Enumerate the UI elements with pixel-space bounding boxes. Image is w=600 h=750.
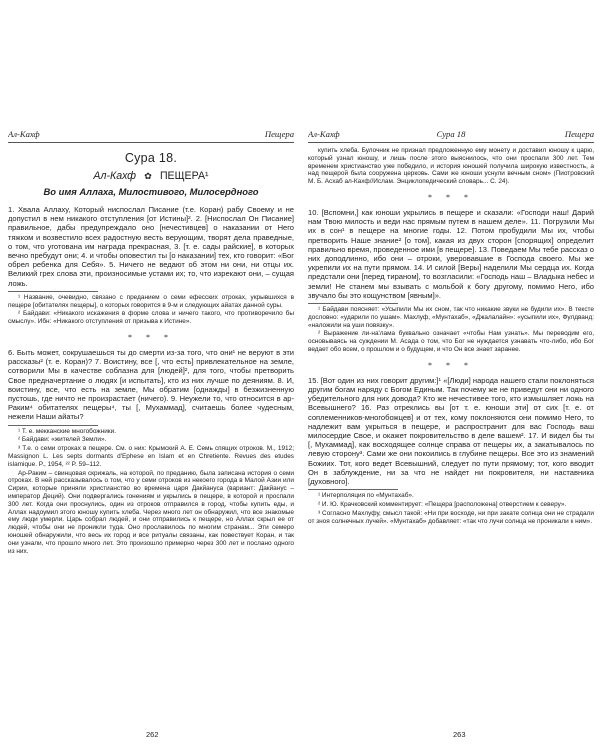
invocation: Во имя Аллаха, Милостивого, Милосердного xyxy=(43,186,259,197)
footnote: ² Байдави: «жителей Земли». xyxy=(18,436,107,444)
left-page xyxy=(8,128,294,728)
running-head xyxy=(308,128,594,143)
footnote: ³ Т.е. о семи отроках в пещере. См. о них: Крымский А. Е. Семь спящих отроков. М., 1912; Massignon L. Les septs dormants d'Ephese en Islam et en Chretiente. Revues des etudes islamique. P., 1954, ²² P. 59–112. xyxy=(8,445,294,468)
page-number-left: 262 xyxy=(146,730,159,739)
running-head-left: Ал-Кахф xyxy=(308,129,340,139)
footnote-rule xyxy=(308,303,398,304)
sura-name xyxy=(8,170,294,182)
verses-1-5: 1. Хвала Аллаху, Который ниспослал Писание (т.е. Коран) рабу Своему и не допустил в нем никакого отступления [от Истины]². 2. [Ниспослал Он Писание] правильное, дабы предупреждало оно [нечестивцев] о наказании от Него тяжком и возвестило всех радостную весть верующим, творят дела праведные, о том, что уготована им награда прекрасная, 3. [т. е. сады райские], в которых вечно пребудут они; 4. и чтобы оповестил ты [о наказании] тех, кто говорит: «Бог обрел ребенка для Себя». 5. Ничего не ведают об этом ни они, ни отцы их. Великий грех слова эти, произносимые устами их; то, что изрекают они, – сущая ложь. xyxy=(8,205,294,288)
running-head xyxy=(8,128,294,143)
sura-title: Сура 18. xyxy=(124,151,178,165)
footnote: ¹ Т. е. мекканские многобожники. xyxy=(18,427,117,435)
sura-name-russian: ПЕЩЕРА¹ xyxy=(159,170,209,182)
running-head-right: Пещера xyxy=(264,129,294,139)
footnote-continued: купить хлеба. Булочник не признал предложенную ему монету и доставил юношу к царю, который узнал юношу, и лишь после этого выяснилось, что они проспали 300 лет. Тем временем христианство уже победило, и история юношей получила широкую известность, а над пещерой была сооружена церковь. Сами же юноши уснули вечным сном» (Пиотровский М. Б. Асхаб ал-Кахф//Ислам. Энциклопедический словарь... С. 24). xyxy=(308,147,594,186)
running-head-right: Пещера xyxy=(564,129,594,139)
running-head-center: Сура 18 xyxy=(436,129,466,139)
section-divider-stars: * * * xyxy=(128,333,174,343)
flower-ornament-icon: ✿ xyxy=(144,171,152,181)
footnote-rule xyxy=(8,291,98,292)
page-number-right: 263 xyxy=(453,730,466,739)
running-head-left: Ал-Кахф xyxy=(8,129,40,139)
verses-10-14: 10. [Вспомни,] как юноши укрылись в пещере и сказали: «Господи наш! Дарий нам Твою милость и веди нас прямым путем в нашем деле». 11. Погрузили Мы их в сон¹ в пещере на многие годы. 12. Потом пробудили Мы их, чтобы претворить Наше знание² [о том], какая из двух сторон [спорящих] определит правильно время, проведенное ими [в пещере]. 13. Поведаем Мы тебе рассказ о них доподлинно, ибо они – отроки, уверовавшие в Господа своего. Мы же укрепили их на пути прямом. 14. И силой [Веры] наделили Мы сердца их. Когда предстали они [перед тираном], то возгласили: «Господь наш – Владыка небес и земли! Не станем мы взывать с мольбой к богу другому, помимо Него, ибо звучало бы это кощунством [явным]». xyxy=(308,207,594,300)
footnote: ² И. Ю. Крачковский комментирует: «Пещера [расположена] отверстием к северу». xyxy=(318,501,567,509)
footnote: ¹ Байдави поясняет: «Усыпили Мы их сном, так что никакие звуки не будили их». В тексте дословно: «ударили по ушам». Махлуф, «Мунтахаб», «Джалалайн»: «усыпили их», Фулдванд: «наложили на уши повязку». xyxy=(308,306,594,329)
footnote: ³ Согласно Махлуфу, смысл такой: «Ни при восходе, ни при закате солнца они не страдали от зноя солнечных лучей». «Мунтахаб» добавляет: «так что лучи солнца не проникали к ним». xyxy=(308,509,594,525)
section-divider-stars: * * * xyxy=(428,192,474,202)
right-page xyxy=(308,128,594,728)
footnote: ² Байдави: «Никакого искажения в форме слова и ничего такого, что противоречило бы смыслу». Ибн: «Никакого отступления от призыва к Истине». xyxy=(8,310,294,326)
verses-15-17: 15. [Вот один из них говорит другим:]¹ «[Люди] народа нашего стали поклоняться другим богам наряду с Богом Единым. Так почему же не приведут они ни одного убедительного для них довода? Кто же нечестивее того, кто измышляет ложь на Всевышнего? 16. Раз отреклись вы [от т. е. юноши эти] от сих [т. е. от соплеменников-многобожцев] и от тех, кому поклоняются они помимо Него, то надлежит вам укрыться в пещере, и распространит для вас Господь ваш милосердие Свое, и окажет покровительство в деле вашем². 17. И видел бы ты [, Мухаммад], как восходящее солнце справа от пещеры их, а закатывалось по левую сторону³. Сами же они покоились в глубине пещеры. Все это из знамений Божиих. Тот, кого ведет Всевышний, следует по пути прямому; тот, кого вводит Он в заблуждение, ни за что не найдет ни покровителя, ни наставника [духовного]. xyxy=(308,375,594,487)
verses-6-9: 6. Быть может, сокрушаешься ты до смерти из-за того, что они¹ не веруют в эти рассказы² (т. е. Коран)? 7. Воистину, все [, что есть] привлекательное на земле, сотворили Мы в качестве соблазна для [людей]², для того, чтобы претворить Свое предначертание о людях [и испытать], кто из них лучше по деяниям. 8. И, воистину, все, что есть на земле, Мы обратим [однажды] в безжизненную пустошь, где ничто не произрастает (ничего). 9. Неужели то, что относится в ар-Раким⁴ обитателях пещеры⁴, ты [, Мухаммад], считаешь более чудесным, нежели Наши айаты? xyxy=(8,348,294,422)
section-divider-stars: * * * xyxy=(428,360,474,370)
footnote-rule xyxy=(8,425,98,426)
footnote-rule xyxy=(308,489,398,490)
footnote: ¹ Интерполяция по «Мунтахаб». xyxy=(318,492,414,500)
footnote: Ар-Раким – свинцовая скрижаль, на которой, по преданию, была записана история о семи отроках. В ней рассказывалось о том, что у семи отроков из некоего города в Малой Азии или Сирии, которые приняли христианство во времена царя Дакйануса (вариант: Дакйанус – император Деций). Они подвергались гонениям и укрылись в пещере, в которой и проспали 300 лет. Когда они проснулись, один из отроков отправился в город, чтобы купить еды, и Аллах надоумил этого юношу купить хлеба. Через много лет он обнаружил, что все знакомые ему люди умерли. Царь собрал людей, и они отправились к пещере, но Аллах скрыл ее от людей, чтобы они не проникли туда. Оно прославилось по многим странам... Эти семеро юношей обнаружили, что весь их город и все ритуалы связаны, как повествует Коран, и так они узнали, что прошло много лет. Это произошло примерно через 300 лет и послано одного из них. xyxy=(8,469,294,555)
sura-name-arabic: Ал-Кахф xyxy=(93,170,137,182)
footnote: ² Выражение ли-на'лама буквально означает «чтобы Нам узнать». Мы переводим его, основываясь на суждении М. Асада о том, что Бог не нуждается узнавать что-либо, ибо Бог ведает обо всем, о прошлом и о будущем, и что Он все знает заранее. xyxy=(308,330,594,353)
footnote: ¹ Название, очевидно, связано с преданием о семи ефесских отроках, укрывшихся в пещере [обитателях пещеры], о которых говорится в 9-м и следующих айатах данной суры. xyxy=(8,293,294,309)
